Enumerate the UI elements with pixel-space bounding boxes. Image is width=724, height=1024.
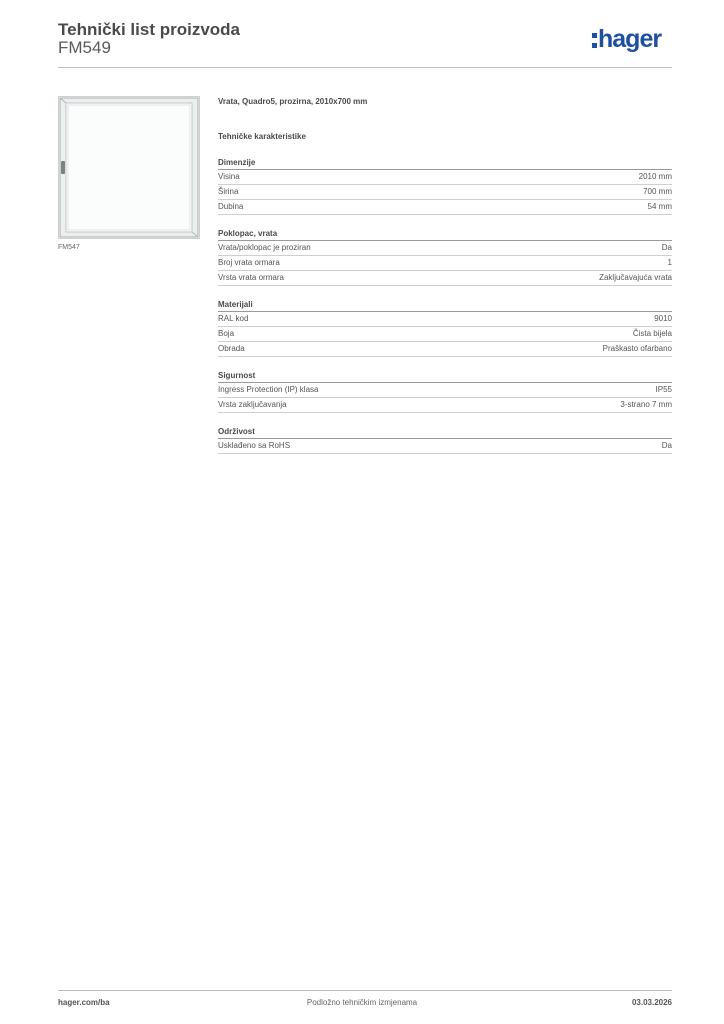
spec-label: Broj vrata ormara xyxy=(218,258,280,267)
spec-section xyxy=(218,299,672,357)
section-title: Materijali xyxy=(218,299,672,312)
spec-label: Ingress Protection (IP) klasa xyxy=(218,385,319,394)
spec-value: Da xyxy=(661,243,672,252)
spec-value: Zaključavajuća vrata xyxy=(599,273,672,282)
spec-label: Vrsta vrata ormara xyxy=(218,273,284,282)
spec-section xyxy=(218,370,672,413)
spec-row xyxy=(218,398,672,413)
spec-row xyxy=(218,342,672,357)
spec-row xyxy=(218,170,672,185)
spec-row xyxy=(218,256,672,271)
spec-row xyxy=(218,312,672,327)
spec-value: Čista bijela xyxy=(632,329,672,338)
spec-row xyxy=(218,327,672,342)
spec-row xyxy=(218,383,672,398)
spec-value: 700 mm xyxy=(643,187,672,196)
product-image xyxy=(58,96,200,239)
spec-value: 1 xyxy=(667,258,672,267)
spec-row xyxy=(218,271,672,286)
spec-label: RAL kod xyxy=(218,314,249,323)
spec-label: Visina xyxy=(218,172,240,181)
footer-date: 03.03.2026 xyxy=(631,998,672,1007)
spec-label: Dubina xyxy=(218,202,244,211)
spec-sections xyxy=(218,157,672,454)
glass-door-icon xyxy=(59,97,199,238)
spec-section xyxy=(218,228,672,286)
spec-section xyxy=(218,426,672,454)
spec-label: Boja xyxy=(218,329,235,338)
footer-divider xyxy=(58,990,672,991)
spec-row xyxy=(218,200,672,215)
spec-row xyxy=(218,439,672,454)
spec-value: 9010 xyxy=(654,314,672,323)
spec-section xyxy=(218,157,672,215)
hager-logo xyxy=(592,27,676,55)
spec-label: Obrada xyxy=(218,344,245,353)
spec-value: Da xyxy=(661,441,672,450)
spec-value: IP55 xyxy=(655,385,672,394)
document-title: Tehnički list proizvoda xyxy=(58,20,240,39)
product-name: Vrata, Quadro5, prozirna, 2010x700 mm xyxy=(218,97,368,106)
spec-label: Širina xyxy=(218,187,239,196)
product-code: FM549 xyxy=(58,38,111,57)
spec-value: 3-strano 7 mm xyxy=(620,400,672,409)
header-divider xyxy=(58,67,672,68)
spec-value: Praškasto ofarbano xyxy=(602,344,672,353)
spec-value: 2010 mm xyxy=(638,172,672,181)
footer-notice: Podložno tehničkim izmjenama xyxy=(306,998,418,1007)
section-title: Poklopac, vrata xyxy=(218,228,672,241)
footer-website: hager.com/ba xyxy=(58,998,110,1007)
section-title: Održivost xyxy=(218,426,672,439)
spec-label: Vrsta zaključavanja xyxy=(218,400,287,409)
section-title: Dimenzije xyxy=(218,157,672,170)
spec-label: Vrata/poklopac je proziran xyxy=(218,243,311,252)
spec-row xyxy=(218,241,672,256)
spec-content xyxy=(218,96,672,467)
tech-characteristics-heading: Tehničke karakteristike xyxy=(218,132,306,141)
section-title: Sigurnost xyxy=(218,370,672,383)
image-caption: FM547 xyxy=(58,244,80,251)
spec-label: Usklađeno sa RoHS xyxy=(218,441,291,450)
spec-value: 54 mm xyxy=(647,202,672,211)
spec-row xyxy=(218,185,672,200)
logo-text: hager xyxy=(598,25,662,53)
